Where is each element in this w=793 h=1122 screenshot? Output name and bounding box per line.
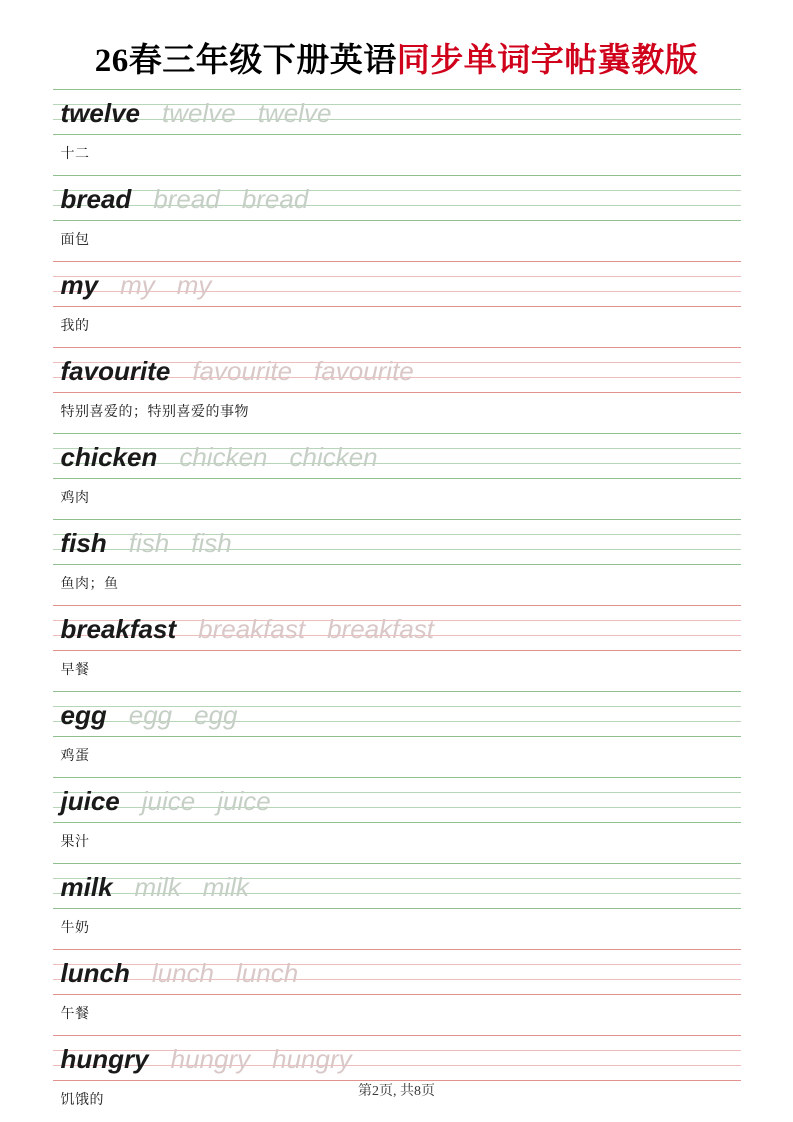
handwriting-guide-lines [53,777,741,824]
word-trace-1: twelve [162,98,236,128]
word-trace-1: chicken [179,442,268,472]
word-row [61,1035,352,1082]
word-entry [53,777,741,851]
word-entry [53,433,741,507]
word-meaning: 鸡肉 [60,491,90,506]
word-row [61,175,309,222]
handwriting-guide-lines [53,89,741,136]
word-trace-1: bread [153,184,220,214]
word-row [61,605,435,652]
word-model: favourite [60,356,171,386]
word-trace-2: bread [241,184,309,214]
word-entry [53,949,741,1023]
word-meaning: 鱼肉；鱼 [60,577,119,592]
word-row [61,777,271,824]
word-trace-2: milk [202,872,249,902]
word-entry [53,691,741,765]
handwriting-guide-lines [53,691,741,738]
word-entry [53,175,741,249]
word-model: bread [60,184,132,214]
word-row [61,261,212,308]
word-model: milk [60,872,113,902]
word-meaning: 午餐 [60,1007,90,1022]
handwriting-guide-lines [53,261,741,308]
word-meaning: 饥饿的 [60,1093,104,1108]
word-meaning: 我的 [60,319,90,334]
word-row [61,89,332,136]
word-trace-1: my [120,270,155,300]
word-trace-2: lunch [236,958,299,988]
word-entry [53,519,741,593]
word-model: fish [60,528,107,558]
word-entry [53,605,741,679]
word-trace-1: milk [134,872,181,902]
word-trace-1: breakfast [198,614,306,644]
word-model: juice [60,786,120,816]
word-model: twelve [60,98,140,128]
word-model: chicken [60,442,158,472]
word-model: egg [60,700,107,730]
word-model: lunch [60,958,130,988]
word-trace-2: twelve [257,98,332,128]
word-meaning: 早餐 [60,663,90,678]
word-trace-1: juice [141,786,196,816]
page-title-black: 26春三年级下册英语 [94,43,397,79]
word-row [61,949,299,996]
practice-sheet [53,89,741,1109]
handwriting-guide-lines [53,433,741,480]
word-entry [53,261,741,335]
page-footer: 第2页, 共8页 [358,1084,435,1099]
word-meaning: 果汁 [60,835,90,850]
word-trace-1: lunch [151,958,214,988]
handwriting-guide-lines [53,863,741,910]
word-row [61,863,249,910]
word-row [61,433,378,480]
word-trace-1: favourite [192,356,293,386]
page-title [0,0,793,89]
word-model: my [60,270,99,300]
word-entry [53,863,741,937]
word-trace-2: my [176,270,212,300]
word-model: hungry [60,1044,149,1074]
word-trace-2: fish [191,528,232,558]
handwriting-guide-lines [53,347,741,394]
handwriting-guide-lines [53,175,741,222]
word-trace-2: hungry [272,1044,352,1074]
word-trace-1: hungry [170,1044,251,1074]
word-meaning: 鸡蛋 [60,749,90,764]
word-trace-2: breakfast [327,614,435,644]
page-title-red: 同步单词字帖冀教版 [396,43,699,79]
word-entry [53,89,741,163]
word-trace-2: egg [194,700,238,730]
word-meaning: 面包 [60,233,90,248]
word-meaning: 特别喜爱的；特别喜爱的事物 [60,405,249,420]
word-meaning: 十二 [60,147,90,162]
handwriting-guide-lines [53,519,741,566]
handwriting-guide-lines [53,605,741,652]
word-model: breakfast [60,614,177,644]
word-row [61,347,414,394]
word-row [61,691,238,738]
word-trace-1: egg [128,700,173,730]
handwriting-guide-lines [53,1035,741,1082]
word-trace-2: favourite [314,356,414,386]
word-meaning: 牛奶 [60,921,90,936]
word-trace-1: fish [128,528,170,558]
word-entry [53,347,741,421]
word-trace-2: juice [217,786,271,816]
handwriting-guide-lines [53,949,741,996]
word-row [61,519,232,566]
word-trace-2: chicken [289,442,378,472]
